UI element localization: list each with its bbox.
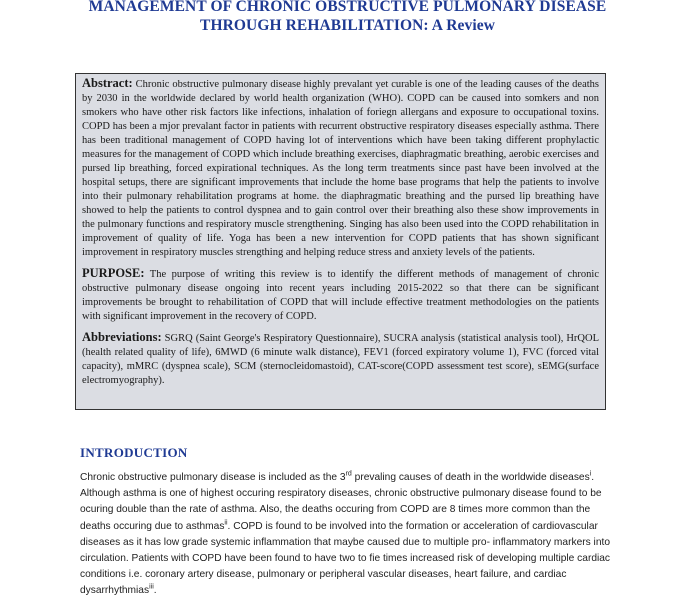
title-line-2: THROUGH REHABILITATION: A Review bbox=[200, 17, 495, 34]
abbreviations-text: SGRQ (Saint George's Respiratory Questionnaire), SUCRA analysis (statistical analysis tool), HrQOL (health related quality of life), 6MWD (6 minute walk distance), FEV1 (forced expiratory volume 1), FVC (forced vital capacity), mMRC (dyspnea scale), SCM (sternocleidomastoid), CAT-score(COPD assessment test score), sEMG(surface electromyography). bbox=[82, 333, 599, 386]
purpose-text: The purpose of writing this review is to identify the different methods of management of chronic obstructive pulmonary disease ongoing into recent years including 2015-2022 so that there can be significant improvements be brought to rehabilitation of COPD that will include effective treatment methodologies on the patients with significant improvement in the recovery of COPD. bbox=[82, 269, 599, 322]
intro-text-4: . COPD is found to be involved into the formation or acceleration of cardiovascular diseases as it has low grade systemic inflammation that maybe caused due to multiple pro- inflammatory markers into circulation. Patients with COPD have been found to have two to fie times increased risk of developing multiple cardiac conditions i.e. coronary artery disease, pulmonary or peripheral vascular diseases, heart failure, and cardiac dysarrhythmias bbox=[80, 520, 611, 597]
citation-i: i bbox=[589, 470, 592, 478]
introduction-paragraph bbox=[80, 470, 615, 600]
abbreviations-paragraph bbox=[82, 330, 599, 388]
citation-ii: ii bbox=[224, 519, 228, 527]
paper-title bbox=[60, 0, 635, 35]
abbreviations-label: Abbreviations: bbox=[82, 330, 162, 344]
abstract-box bbox=[75, 73, 606, 410]
purpose-paragraph bbox=[82, 266, 599, 324]
abstract-label: Abstract: bbox=[82, 76, 133, 90]
title-line-1: MANAGEMENT OF CHRONIC OBSTRUCTIVE PULMONARY DISEASE bbox=[88, 0, 607, 15]
abstract-text: Chronic obstructive pulmonary disease highly prevalant yet curable is one of the leading causes of the deaths by 2030 in the worldwide declared by world health organization (WHO). COPD can be caused into somkers and non smokers who have other risk factors like infections, inhalation of foriegn allergans and exposure to occupational toxins. COPD has been a mjor prevalant factor in patients with recurrent obstructive respiratory diseases especially asthma. There has been traditional management of COPD having lot of interventions which have been taking different prophylactic measures for the management of COPD which include breathing exercises, diaphragmatic breathing, aerobic exercises and pursed lip breathing, forced expirational techniques. As the long term treatments since past have been involved at the hospital setups, there are significant improvements that include the home base programs that help the patients to involve into their pulmonary rehabilitation programs at home. the diaphragmatic breathing and the pursed lip breathing have showed to help the patients to control dyspnea and to gain control over their breathing also these show improvements in the pulmonary functions and respiratory muscle strengthening. Singing has also been used into the COPD rehabilitation in improvement of quality of life. Yoga has been a new intervention for COPD patients that has shown significant improvement in respiratory muscles strengthing and helping reduce stress and anxiety levels of the patients. bbox=[82, 79, 599, 258]
introduction-heading: INTRODUCTION bbox=[80, 445, 188, 460]
introduction-body bbox=[80, 470, 615, 600]
intro-text-1: Chronic obstructive pulmonary disease is included as the 3 bbox=[80, 472, 346, 483]
purpose-label: PURPOSE: bbox=[82, 266, 145, 280]
citation-iii: iii bbox=[149, 584, 154, 592]
abstract-paragraph bbox=[82, 76, 599, 260]
intro-text-5: . bbox=[153, 585, 157, 597]
superscript-rd: rd bbox=[345, 470, 352, 478]
intro-text-3: . Although asthma is one of highest occuring respiratory diseases, chronic obstructive pulmonary disease found to be ocuring double than the rate of asthma. Also, the deaths occuring from COPD are 8 times more common than the deaths occuring due to asthmas bbox=[80, 472, 602, 532]
intro-text-2: prevaling causes of death in the worldwide diseases bbox=[351, 472, 590, 483]
